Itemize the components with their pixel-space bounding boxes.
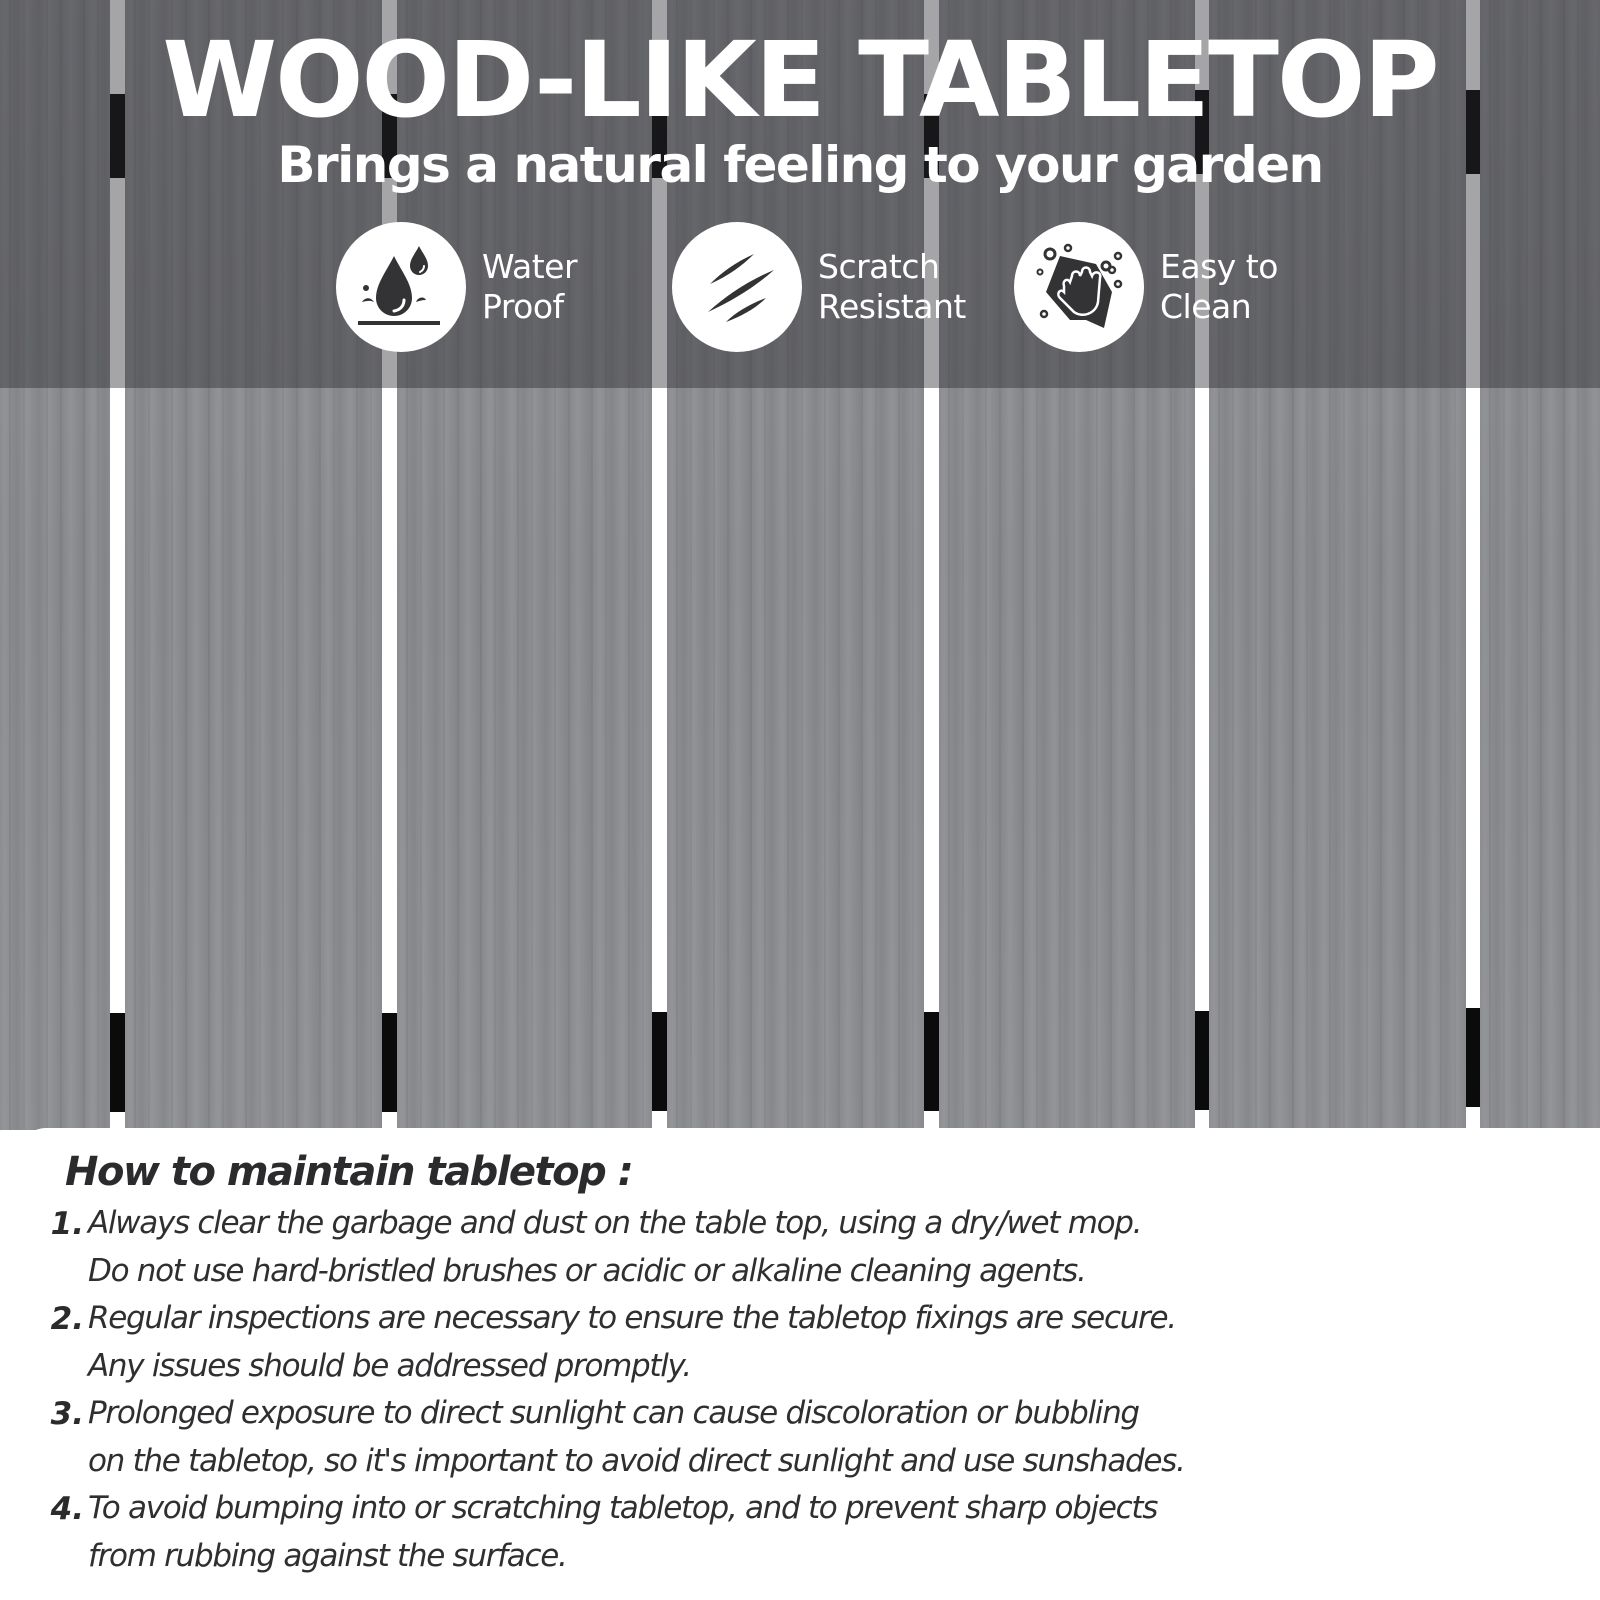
tip-text: Any issues should be addressed promptly. — [88, 1347, 691, 1384]
bracket-clip — [1466, 1008, 1480, 1107]
tip-number: 4. — [50, 1491, 84, 1527]
scratch-marks-icon — [692, 242, 782, 332]
feature-water-proof — [336, 222, 577, 352]
maintenance-tips-list — [40, 1200, 1580, 1580]
bracket-clip — [1195, 1011, 1209, 1110]
bracket-clip — [652, 1012, 667, 1111]
hand-wiping-cloth-icon — [1034, 242, 1124, 332]
list-item — [40, 1295, 1580, 1390]
feature-scratch-resistant — [672, 222, 966, 352]
tip-text: To avoid bumping into or scratching tabletop, and to prevent sharp objects — [88, 1490, 1158, 1526]
feature-label: Easy to Clean — [1160, 247, 1278, 326]
feature-badge — [672, 222, 802, 352]
tip-number: 3. — [50, 1396, 84, 1432]
tip-text: Always clear the garbage and dust on the table top, using a dry/wet mop. — [88, 1205, 1142, 1241]
bracket-clip — [382, 1013, 397, 1112]
page-subtitle: Brings a natural feeling to your garden — [277, 136, 1323, 194]
tip-text: Regular inspections are necessary to ensure the tabletop fixings are secure. — [88, 1300, 1176, 1336]
tip-text: Prolonged exposure to direct sunlight can cause discoloration or bubbling — [88, 1395, 1139, 1431]
list-item — [40, 1485, 1580, 1580]
feature-badge — [336, 222, 466, 352]
maintenance-title: How to maintain tabletop : — [65, 1149, 633, 1195]
feature-label: Water Proof — [482, 247, 578, 326]
bracket-clip — [110, 1013, 125, 1112]
tip-text: Do not use hard-bristled brushes or acidic or alkaline cleaning agents. — [88, 1252, 1086, 1289]
list-item — [40, 1200, 1580, 1295]
water-drops-icon — [356, 242, 446, 332]
tip-number: 1. — [50, 1206, 84, 1242]
tip-text: from rubbing against the surface. — [88, 1537, 567, 1574]
bracket-clip — [924, 1012, 939, 1111]
feature-easy-to-clean — [1014, 222, 1278, 352]
feature-label: Scratch Resistant — [818, 247, 966, 326]
feature-badge — [1014, 222, 1144, 352]
page-title: WOOD-LIKE TABLETOP — [162, 19, 1438, 141]
tip-text: on the tabletop, so it's important to avoid direct sunlight and use sunshades. — [88, 1442, 1185, 1479]
list-item — [40, 1390, 1580, 1485]
tip-number: 2. — [50, 1301, 84, 1337]
